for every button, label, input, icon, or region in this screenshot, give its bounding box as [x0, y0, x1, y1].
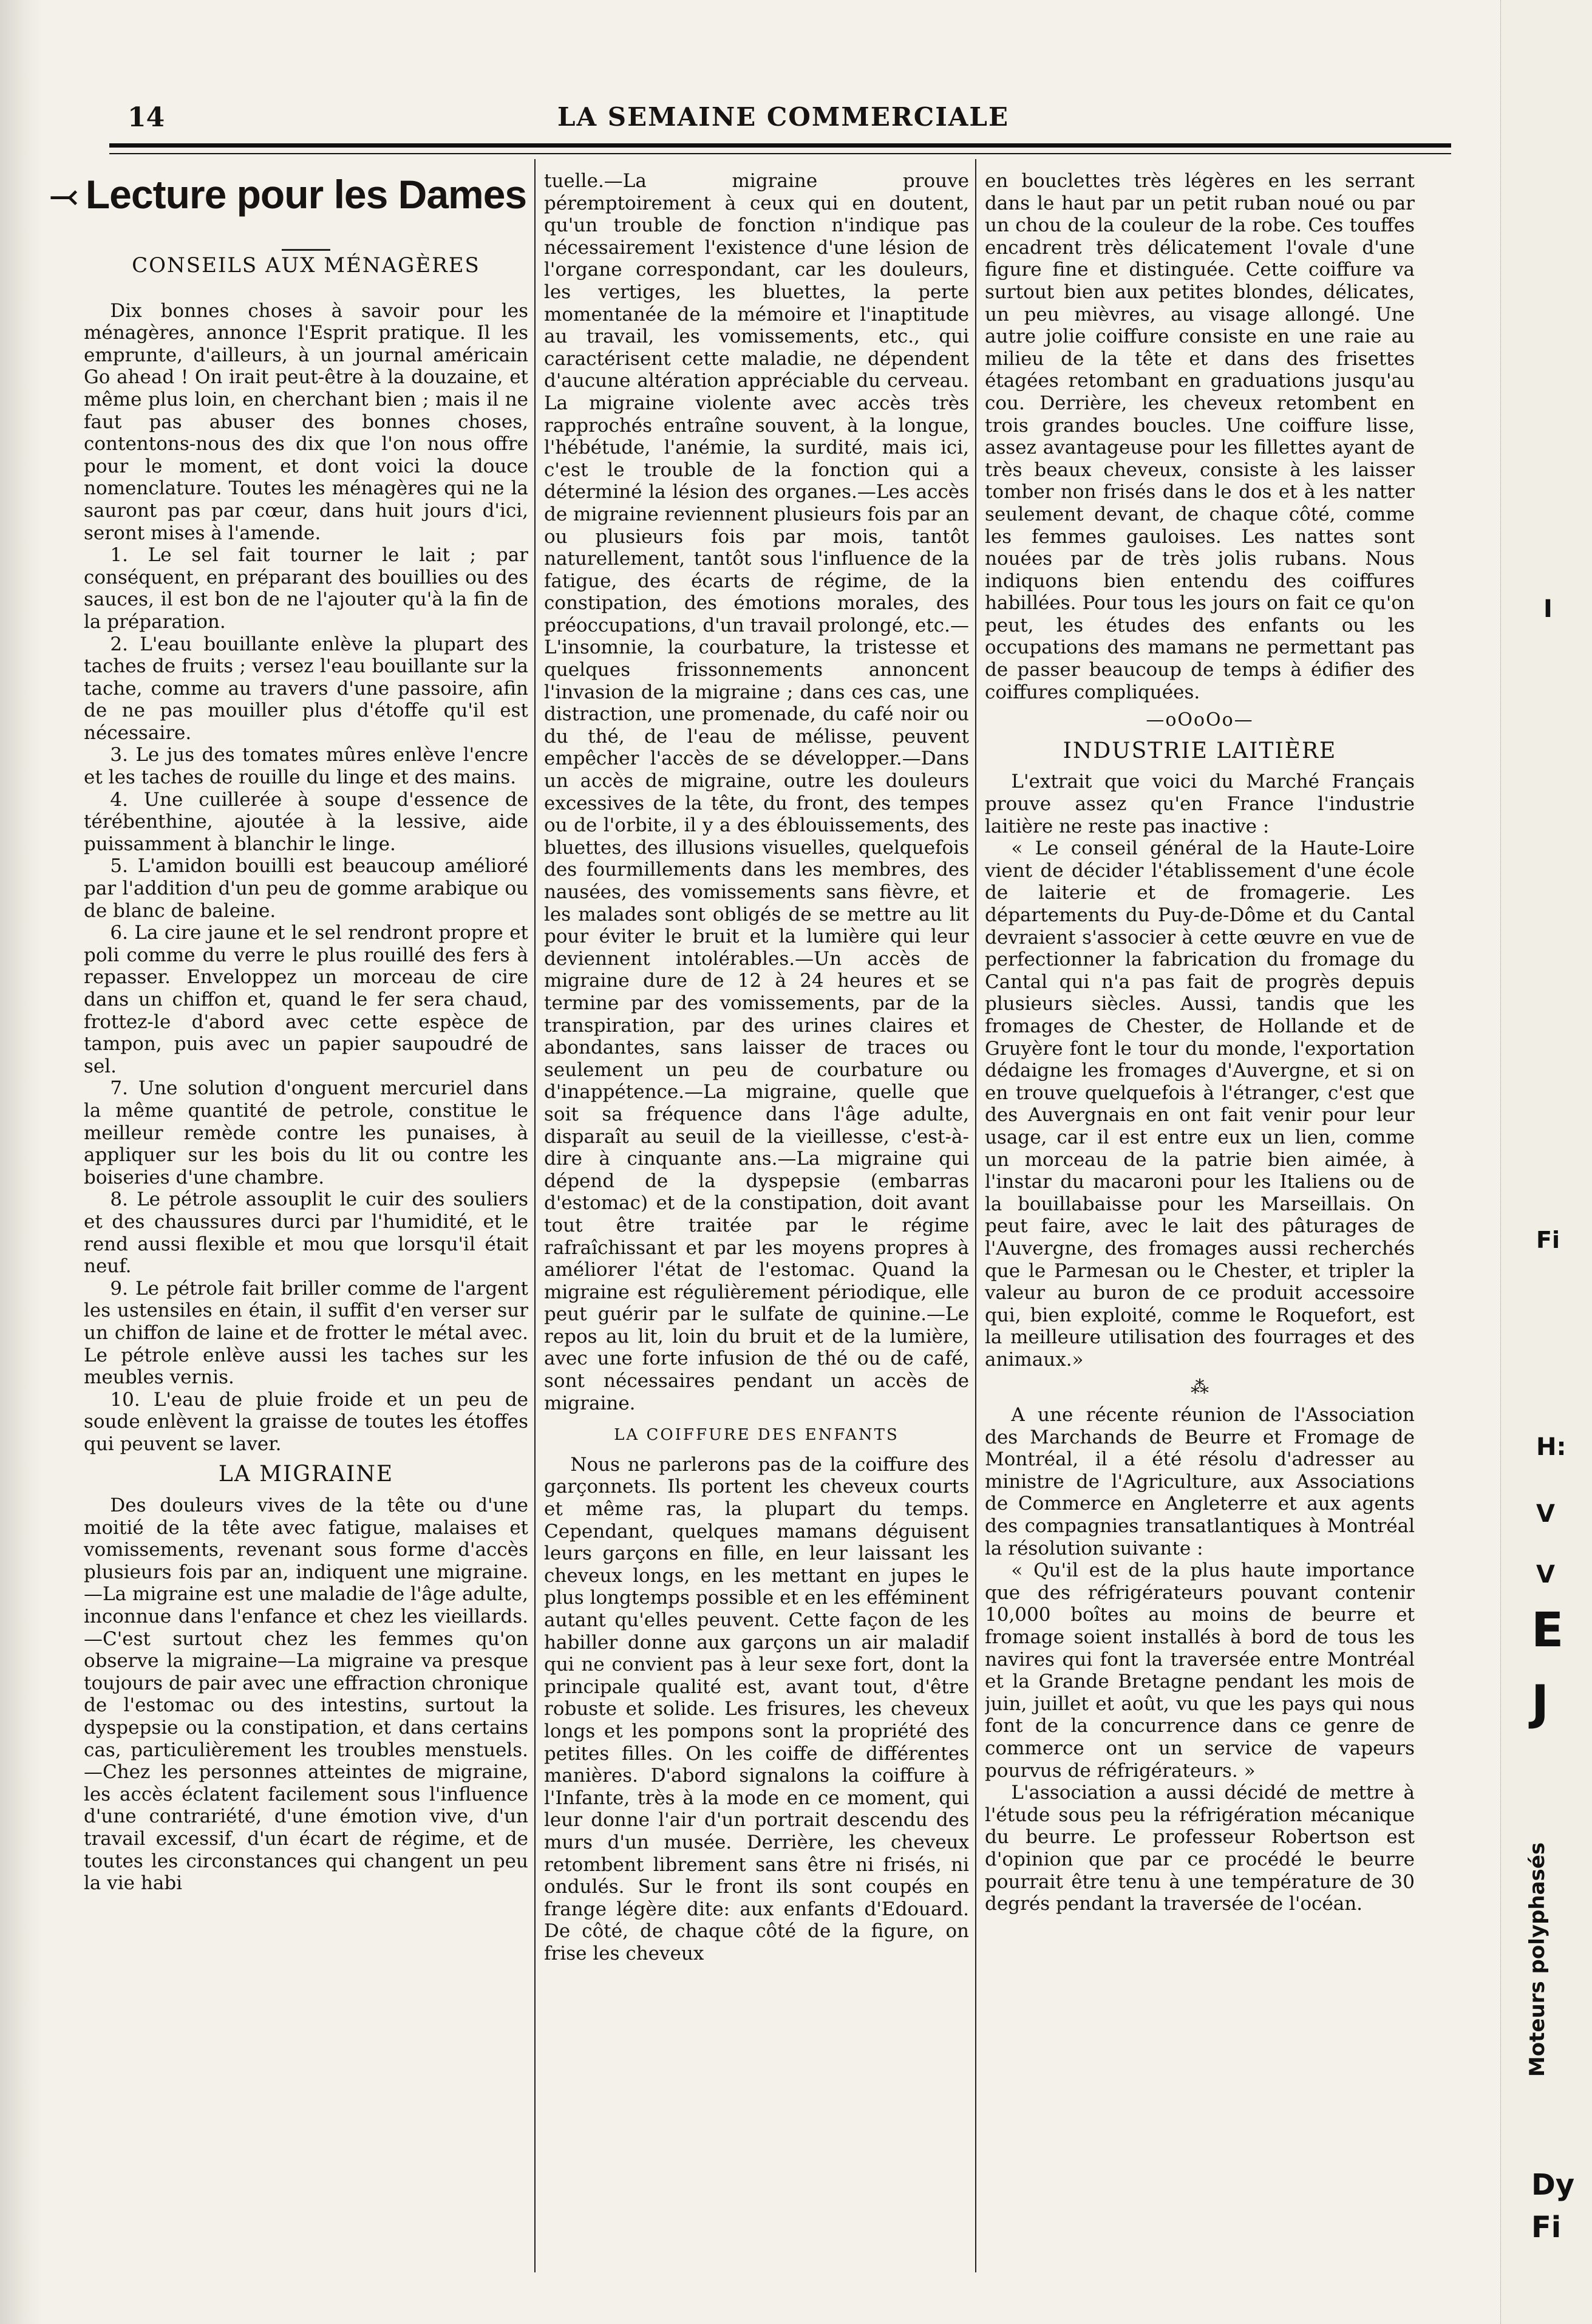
paragraph: 9. Le pétrole fait briller comme de l'argent les ustensiles en étain, il suffit d'en verser sur un chiffon de laine et de frotter le métal avec. Le pétrole enlève aussi les taches sur les meubles vernis.: [84, 1277, 528, 1389]
paragraph: 3. Le jus des tomates mûres enlève l'encre et les taches de rouille du linge et des mains.: [84, 744, 528, 789]
paragraph: Des douleurs vives de la tête ou d'une moitié de la tête avec fatigue, malaises et vomissements, revenant sous forme d'accès plusieurs fois par an, indiquent une migraine.—La migraine est une maladie de l'âge adulte, inconnue dans l'enfance et chez les vieillards.—C'est surtout chez les femmes qu'on observe la migraine—La migraine va presque toujours de pair avec une effraction chronique de l'estomac ou des intestins, surtout la dyspepsie ou la constipation, et dans certains cas, particulièrement les troubles menstuels.—Chez les personnes atteintes de migraine, les accès éclatent facilement sous l'influence d'une contrariété, d'une émotion vive, d'un travail excessif, d'un écart de régime, et de toutes les circonstances qui changent un peu la vie habi: [84, 1494, 528, 1895]
margin-fragment: E: [1531, 1603, 1564, 1658]
paragraph: Dix bonnes choses à savoir pour les ménagères, annonce l'Esprit pratique. Il les emprunte, d'ailleurs, à un journal américain Go ahead ! On irait peut-être à la douzaine, et même plus loin, en cherchant bien ; mais il ne faut pas abuser des bonnes choses, contentons-nous des dix que l'on nous offre pour le moment, et dont voici la douce nomenclature. Toutes les ménagères qui ne la sauront pas par cœur, dans huit jours d'ici, seront mises à l'amende.: [84, 299, 528, 544]
margin-fragment: J: [1531, 1676, 1549, 1731]
page-header: [109, 97, 1457, 140]
paragraph: « Le conseil général de la Haute-Loire vient de décider l'établissement d'une école de laiterie et de fromagerie. Les départements du Puy-de-Dôme et du Cantal devraient s'associer à cette œuvre en vue de perfectionner la fabrication du fromage du Cantal qui n'a pas fait de progrès depuis plusieurs siècles. Aussi, tandis que les fromages de Chester, de Hollande et de Gruyère font le tour du monde, l'exportation dédaigne les fromages d'Auvergne, et si on en trouve quelquefois à l'étranger, c'est que des Auvergnais en ont fait venir pour leur usage, car il est entre eux un lien, comme un morceau de la patrie bien aimée, à l'instar du macaroni pour les Italiens ou de la bouillabaisse pour les Marseillais. On peut faire, avec le lait des pâturages de l'Auvergne, des fromages aussi recherchés que le Parmesan ou le Chester, et tripler la valeur au buron de ce produit accessoire qui, bien exploité, comme le Roquefort, est la meilleure utilisation des fourrages et des animaux.»: [985, 837, 1415, 1371]
header-rule-thin: [109, 153, 1451, 154]
paragraph: 7. Une solution d'onguent mercuriel dans la même quantité de petrole, constitue le meilleur remède contre les punaises, à appliquer sur les bois du lit ou contre les boiseries d'une chambre.: [84, 1077, 528, 1188]
paragraph: Nous ne parlerons pas de la coiffure des garçonnets. Ils portent les cheveux courts et même ras, la plupart du temps. Cependant, quelques mamans déguisent leurs garçons en fille, en leur laissant les cheveux longs, en les mettant en jupes le plus longtemps possible et en les efféminent autant qu'elles peuvent. Cette façon de les habiller donne aux garçons un air maladif qui ne convient pas à leur sexe fort, dont la principale qualité est, avant tout, d'être robuste et solide. Les frisures, les cheveux longs et les pompons sont la propriété des petites filles. On les coiffe de différentes manières. D'abord signalons la coiffure à l'Infante, très à la mode en ce moment, qui leur donne l'air d'un portrait descendu des murs d'un musée. Derrière, les cheveux retombent librement sans être ni frisés, ni ondulés. Sur le front ils sont coupés en frange légère dite: aux enfants d'Edouard. De côté, de chaque côté de la figure, on frise les cheveux: [544, 1453, 969, 1964]
article-title: INDUSTRIE LAITIÈRE: [1063, 738, 1337, 763]
paragraph: 4. Une cuillerée à soupe d'essence de térébenthine, ajoutée à la lessive, aide puissamment à blanchir le linge.: [84, 788, 528, 855]
paragraph: 6. La cire jaune et le sel rendront propre et poli comme du verre le plus rouillé des fers à repasser. Enveloppez un morceau de cire dans un chiffon et, quand le fer sera chaud, frottez-le d'abord avec cette espèce de tampon, puis avec un papier saupoudré de sel.: [84, 922, 528, 1077]
margin-fragment: Dy: [1531, 2168, 1575, 2202]
margin-fragment: Fi: [1531, 2210, 1562, 2244]
pointer-mark: ⤙: [49, 176, 80, 219]
page-number: 14: [128, 102, 165, 133]
adjacent-page-strip: [1500, 0, 1592, 2324]
paragraph: A une récente réunion de l'Association des Marchands de Beurre et Fromage de Montréal, il a été résolu d'adresser au ministre de l'Agriculture, aux Associations de Commerce en Angleterre et aux agents des compagnies transatlantiques à Montréal la résolution suivante :: [985, 1404, 1415, 1559]
margin-fragment: Fi: [1536, 1227, 1560, 1253]
paragraph: L'extrait que voici du Marché Français prouve assez qu'en France l'industrie laitière ne reste pas inactive :: [985, 771, 1415, 837]
paragraph: 1. Le sel fait tourner le lait ; par conséquent, en préparant des bouillies ou des sauces, il est bon de ne l'ajouter qu'à la fin de la préparation.: [84, 544, 528, 633]
column-3: [985, 170, 1415, 2271]
margin-fragment: H:: [1536, 1433, 1566, 1461]
margin-fragment: I: [1543, 595, 1553, 623]
paragraph: tuelle.—La migraine prouve péremptoirement à ceux qui en doutent, qu'un trouble de fonction n'indique pas nécessairement l'existence d'une lésion de l'organe correspondant, car les douleurs, les vertiges, les bluettes, la perte momentanée de la mémoire et l'inaptitude au travail, les vomissements, etc., qui caractérisent cette maladie, ne dépendent d'aucune altération appréciable du cerveau. La migraine violente avec accès très rapprochés entraîne souvent, à la longue, l'hébétude, l'anémie, la surdité, mais ici, c'est le trouble de la fonction qui a déterminé la lésion des organes.—Les accès de migraine reviennent plusieurs fois par an ou plusieurs fois par mois, tantôt naturellement, tantôt sous l'influence de la fatigue, des écarts de régime, de la constipation, des émotions morales, des préoccupations, d'un travail prolongé, etc.—L'insomnie, la courbature, la tristesse et quelques frissonnements annoncent l'invasion de la migraine ; dans ces cas, une distraction, une promenade, du café noir ou du thé, de l'eau de mélisse, peuvent empêcher l'accès de se développer.—Dans un accès de migraine, outre les douleurs excessives de la tête, du front, des tempes ou de l'orbite, il y a des éblouissements, des bluettes, des illusions visuelles, quelquefois des fourmillements dans les membres, des nausées, des vomissements sans fièvre, et les malades sont obligés de se mettre au lit pour éviter le bruit et la lumière qui leur deviennent intolérables.—Un accès de migraine dure de 12 à 24 heures et se termine par des vomissements, par de la transpiration, par des urines claires et abondantes, sans laisser de traces ou seulement un peu de courbature ou d'inappétence.—La migraine, quelle que soit sa fréquence dans l'âge adulte, disparaît au seuil de la vieillesse, c'est-à-dire à cinquante ans.—La migraine qui dépend de la dyspepsie (embarras d'estomac) et de la constipation, doit avant tout être traitée par le régime rafraîchissant et par les moyens propres à améliorer l'état de l'estomac. Quand la migraine est régulièrement périodique, elle peut guérir par le sulfate de quinine.—Le repos au lit, loin du bruit et de la lumière, avec une forte infusion de thé ou de café, sont nécessaires pendant un accès de migraine.: [544, 170, 969, 1414]
column-1: [84, 170, 528, 2271]
paragraph: 2. L'eau bouillante enlève la plupart des taches de fruits ; versez l'eau bouillante sur la tache, comme au travers d'une passoire, afin de ne pas mouiller plus d'étoffe qu'il est nécessaire.: [84, 633, 528, 744]
article-title: LA MIGRAINE: [218, 1462, 394, 1487]
margin-vertical-text: Moteurs polyphasés: [1525, 1842, 1549, 2077]
paragraph: « Qu'il est de la plus haute importance que des réfrigérateurs pouvant contenir 10,000 boîtes au moins de beurre et fromage soient installés à bord de tous les navires qui font la traversée entre Montréal et la Grande Bretagne pendant les mois de juin, juillet et août, vu que les pays qui nous font de la concurrence dans ce genre de commerce ont un service de vapeurs pourvus de réfrigérateurs. »: [985, 1559, 1415, 1782]
binding-margin: [0, 0, 43, 2324]
asterism-divider: ⁂: [1191, 1377, 1209, 1399]
article-title: CONSEILS AUX MÉNAGÈRES: [132, 253, 480, 278]
column-divider: [975, 159, 976, 2272]
column-2: [544, 170, 969, 2271]
margin-fragment: V: [1536, 1561, 1555, 1589]
paragraph: en bouclettes très légères en les serrant dans le haut par un petit ruban noué ou par un chou de la couleur de la robe. Ces touffes encadrent très délicatement l'ovale d'une figure fine et distinguée. Cette coiffure va surtout bien aux petites blondes, délicates, un peu mièvres, au visage allongé. Une autre jolie coiffure consiste en une raie au milieu de la tête et dans des frisettes étagées retombant en graduations jusqu'au cou. Derrière, les cheveux retombent en trois grandes boucles. Une coiffure lisse, assez avantageuse pour les fillettes ayant de très beaux cheveux, consiste à les laisser tomber non frisés dans le dos et à les natter seulement devant, de chaque côté, comme les femmes gauloises. Les nattes sont nouées par de très jolis rubans. Nous indiquons bien entendu des coiffures habillées. Pour tous les jours on fait ce qu'on peut, les études des enfants ou les occupations des mamans ne permettant pas de passer beaucoup de temps à édifier des coiffures compliquées.: [985, 170, 1415, 703]
paragraph: 8. Le pétrole assouplit le cuir des souliers et des chaussures durci par l'humidité, et le rend aussi flexible et mou que lorsqu'il était neuf.: [84, 1188, 528, 1278]
column-divider: [534, 159, 536, 2272]
margin-fragment: V: [1536, 1500, 1555, 1528]
paragraph: 5. L'amidon bouilli est beaucoup amélioré par l'addition d'un peu de gomme arabique ou de blanc de baleine.: [84, 855, 528, 922]
short-rule: [282, 249, 330, 251]
article-title: LA COIFFURE DES ENFANTS: [614, 1426, 899, 1445]
section-heading: Lecture pour les Dames: [85, 172, 527, 217]
ornament-divider: —oOoOo—: [1146, 709, 1254, 731]
header-rule-thick: [109, 143, 1451, 148]
paragraph: 10. L'eau de pluie froide et un peu de soude enlèvent la graisse de toutes les étoffes qui peuvent se laver.: [84, 1388, 528, 1455]
masthead-title: LA SEMAINE COMMERCIALE: [557, 102, 1009, 132]
paragraph: L'association a aussi décidé de mettre à l'étude sous peu la réfrigération mécanique du beurre. Le professeur Robertson est d'opinion que par ce procédé le beurre pourrait être tenu à une température de 30 degrés pendant la traversée de l'océan.: [985, 1782, 1415, 1915]
